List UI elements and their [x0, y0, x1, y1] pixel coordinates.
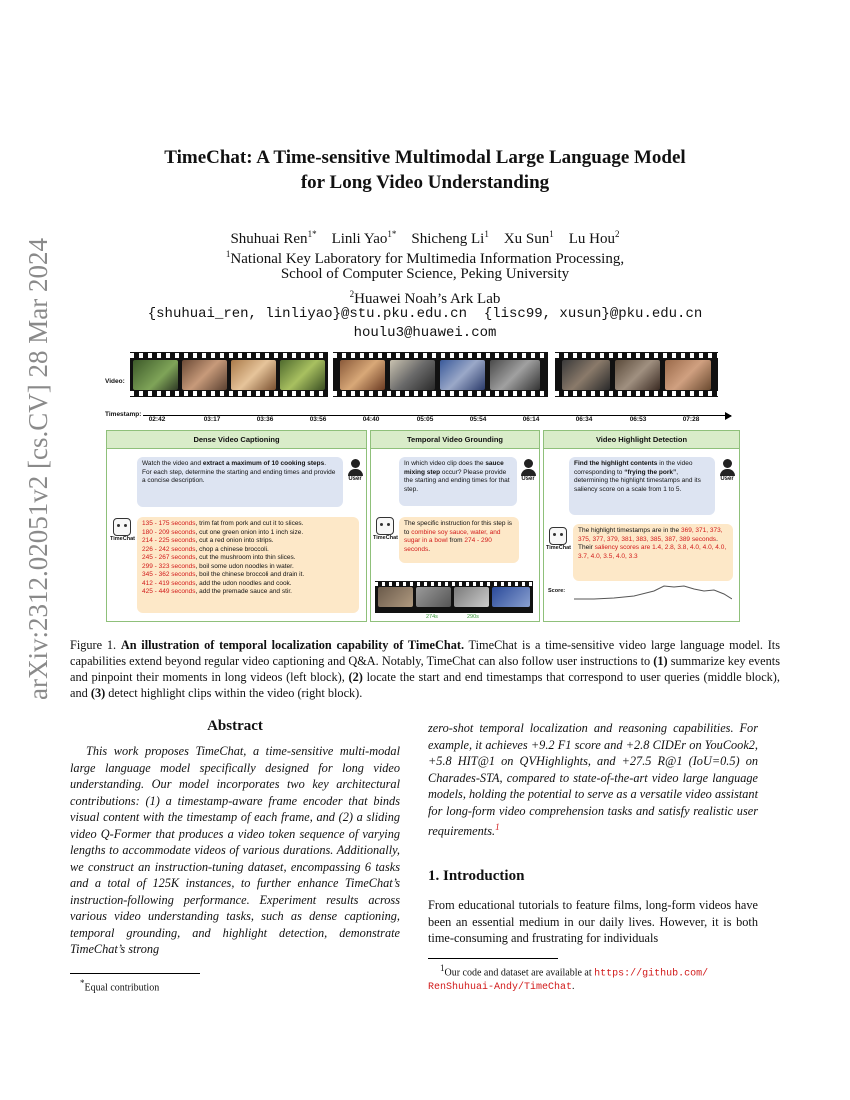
user-avatar-icon: User [520, 459, 536, 482]
paper-title [100, 145, 750, 195]
author: Linli Yao$^{1*}$ [331, 229, 397, 247]
introduction-text: From educational tutorials to feature films, long-form videos have been an essential medium in our daily lives. However, it is both time-consuming and frustrating for individuals [428, 898, 758, 945]
author: Shuhuai Ren$^{1*}$ [230, 229, 317, 247]
robot-avatar-icon: TimeChat [110, 518, 134, 542]
grounding-filmstrip [375, 581, 533, 613]
timestamp-tick: 03:36 [256, 416, 274, 423]
title-line-1: TimeChat: A Time-sensitive Multimodal Large Language Model [164, 147, 686, 168]
model-answer: The specific instruction for this step is to combine soy sauce, water, and sugar in a bowl from 274 - 290 seconds. [399, 517, 519, 563]
code-link[interactable]: https://github.com/ [594, 968, 709, 980]
code-link-cont[interactable]: RenShuhuai-Andy/TimeChat [428, 982, 573, 994]
author: Xu Sun$^1$ [503, 229, 554, 247]
email-line-1: {shuhuai_ren, linliyao}@stu.pku.edu.cn {lisc99, xusun}@pku.edu.cn [147, 306, 703, 322]
timestamp-tick: 02:42 [148, 416, 166, 423]
panel-title: Video Highlight Detection [544, 431, 739, 449]
caption-step: 299 - 323 seconds, boil some udon noodles in water. [142, 562, 294, 570]
affiliation-1: $^1$National Key Laboratory for Multimedia Information Processing, [225, 249, 625, 267]
affiliation-2: $^2$Huawei Noah’s Ark Lab [349, 289, 501, 307]
author: Lu Hou$^2$ [568, 229, 620, 247]
author: Shicheng Li$^1$ [411, 229, 489, 247]
user-query: Watch the video and extract a maximum of 10 cooking steps. For each step, determine the starting and ending times and provide a concise description. [137, 457, 343, 507]
model-answer [137, 517, 359, 613]
timestamp-tick: 06:14 [522, 416, 540, 423]
title-line-2: for Long Video Understanding [300, 172, 550, 193]
abstract-text: This work proposes TimeChat, a time-sensitive multi-modal large language model specifically designed for long video understanding. Our model incorporates two key architectural contributions: (1) a timestamp-aware frame encoder that binds visual content with the timestamp of each frame, and (2) a sliding video Q-Former that produces a video token sequence of varying lengths to accommodate videos of various durations. Additionally, we construct an instruction-tuning dataset, encompassing 6 tasks and a total of 125K instances, to further enhance TimeChat’s instruction-following performance. Experiment results across various video understanding tasks, such as dense captioning, temporal grounding, and highlight detection, demonstrate TimeChat’s strong [70, 744, 400, 956]
robot-avatar-icon: TimeChat [546, 527, 570, 551]
model-answer: The highlight timestamps are in the 369, 371, 373, 375, 377, 379, 381, 383, 385, 387, 389 seconds. Their saliency scores are 1.4, 2.8, 3.8, 4.0, 4.0, 4.0, 3.7, 4.0, 3.5, 4.0, 3.3 [573, 524, 733, 581]
footnote-equal: *Equal contribution [80, 978, 160, 994]
grounding-start-mark: 274s [426, 614, 438, 620]
panel-title: Temporal Video Grounding [371, 431, 539, 449]
caption-step: 180 - 209 seconds, cut one green onion into 1 inch size. [142, 528, 304, 536]
timestamp-tick: 07:28 [682, 416, 700, 423]
affiliation-1-line-2: School of Computer Science, Peking University [280, 266, 570, 282]
timestamp-tick: 05:05 [416, 416, 434, 423]
panel-title: Dense Video Captioning [107, 431, 366, 449]
video-filmstrip [130, 352, 328, 397]
video-filmstrip [555, 352, 718, 397]
user-avatar-icon: User [719, 459, 735, 482]
saliency-score-curve [574, 581, 732, 603]
timestamp-tick: 06:53 [629, 416, 647, 423]
caption-step: 245 - 267 seconds, cut the mushroom into thin slices. [142, 554, 296, 561]
footnote-code: $^1$Our code and dataset are available at https://github.com/ RenShuhuai-Andy/TimeChat. [428, 963, 709, 994]
user-query: In which video clip does the sauce mixing step occur? Please provide the starting and ending times for that step. [399, 457, 517, 506]
panel-video-highlight-detection [543, 430, 740, 622]
footnote-rule [428, 958, 558, 959]
timestamp-label: Timestamp: [105, 411, 142, 418]
arxiv-stamp: arXiv:2312.02051v2 [cs.CV] 28 Mar 2024 [23, 238, 53, 700]
grounding-end-mark: 290s [467, 614, 479, 620]
robot-avatar-icon: TimeChat [373, 517, 397, 541]
footnote-rule [70, 973, 200, 974]
figure-1 [105, 352, 745, 622]
score-label: Score: [548, 588, 566, 594]
caption-step: 425 - 449 seconds, add the premade sauce and stir. [142, 588, 292, 595]
caption-step: 345 - 362 seconds, boil the chinese broccoli and drain it. [142, 571, 305, 578]
panel-dense-video-captioning [106, 430, 367, 622]
arrow-right-icon [725, 412, 732, 420]
abstract-heading: Abstract [207, 718, 263, 734]
caption-step: 226 - 242 seconds, chop a chinese broccoli. [142, 545, 269, 553]
timestamp-tick: 03:17 [203, 416, 221, 423]
video-filmstrip [333, 352, 548, 397]
user-avatar-icon: User [347, 459, 363, 482]
introduction-heading: 1. Introduction [428, 868, 525, 884]
panel-temporal-video-grounding [370, 430, 540, 622]
abstract-continued: zero-shot temporal localization and reasoning capabilities. For example, it achieves +9.2 F1 score and +2.8 CIDEr on YouCook2, +5.8 HIT@1 on QVHighlights, and +27.5 R@1 (IoU=0.5) on Charades-STA, compared to state-of-the-art video large language models, holding the potential to serve as a versatile video assistant for long-form video comprehension tasks and satisfy realistic user requirements.$^1$ [428, 721, 758, 839]
caption-step: 135 - 175 seconds, trim fat from pork and cut it to slices. [142, 520, 304, 527]
timestamp-tick: 03:56 [309, 416, 327, 423]
timestamp-tick: 04:40 [362, 416, 380, 423]
user-query: Find the highlight contents in the video corresponding to “frying the pork”, determining the highlight timestamps and its saliency score on a scale from 1 to 5. [569, 457, 715, 515]
figure-caption: Figure 1. An illustration of temporal localization capability of TimeChat. TimeChat is a time-sensitive video large language model. Its capabilities extend beyond regular video captioning and Q&A. Notably, TimeChat can also follow user instructions to (1) summarize key events and pinpoint their moments in long videos (left block), (2) locate the start and end timestamps that correspond to user queries (middle block), and (3) detect highlight clips within the video (right block). [70, 638, 781, 700]
caption-step: 412 - 419 seconds, add the udon noodles and cook. [142, 579, 292, 587]
caption-step: 214 - 225 seconds, cut a red onion into strips. [142, 537, 274, 544]
timestamp-tick: 05:54 [469, 416, 487, 423]
email-line-2: houlu3@huawei.com [353, 325, 497, 341]
video-label: Video: [105, 378, 125, 385]
timestamp-tick: 06:34 [575, 416, 593, 423]
